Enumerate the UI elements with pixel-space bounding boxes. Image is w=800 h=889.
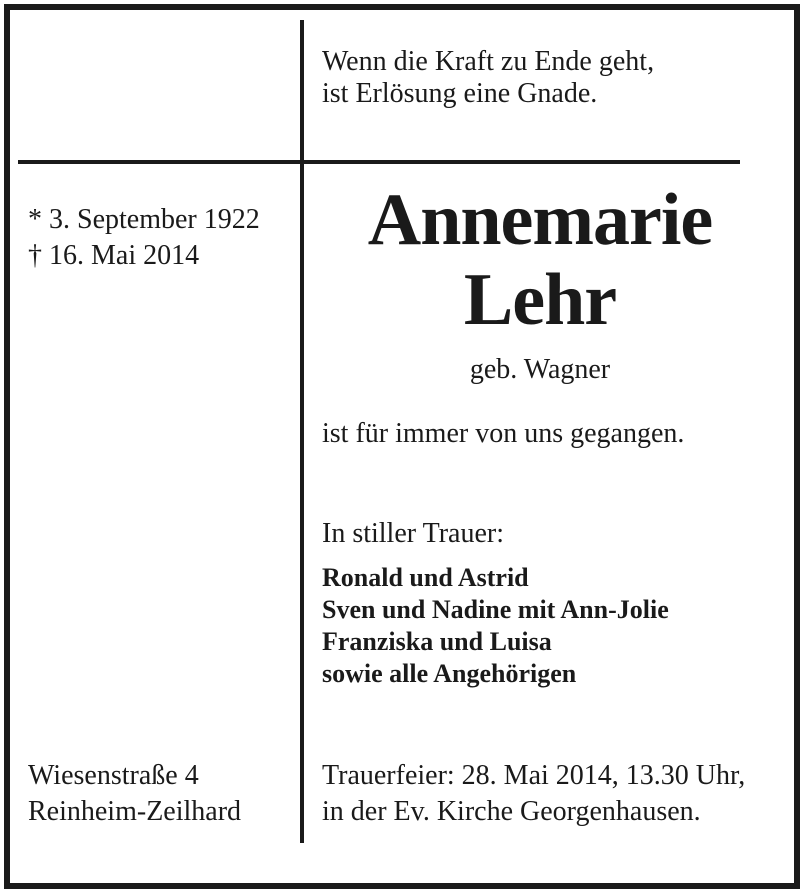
- mourner-name: sowie alle Angehörigen: [322, 659, 577, 688]
- mourner-name: Franziska und Luisa: [322, 627, 552, 656]
- deceased-last-name: Lehr: [463, 259, 617, 341]
- mourning-heading: In stiller Trauer:: [322, 518, 504, 549]
- birth-date: * 3. September 1922: [28, 204, 260, 235]
- address-street: Wiesenstraße 4: [28, 760, 199, 791]
- passing-message: ist für immer von uns gegangen.: [322, 418, 685, 449]
- cross-horizontal-line: [18, 160, 740, 164]
- cross-vertical-line: [300, 20, 304, 843]
- motto-line-2: ist Erlösung eine Gnade.: [322, 78, 598, 109]
- deceased-first-name: Annemarie: [367, 179, 713, 261]
- motto-line-1: Wenn die Kraft zu Ende geht,: [322, 46, 655, 77]
- death-date: † 16. Mai 2014: [28, 240, 200, 271]
- mourner-name: Sven und Nadine mit Ann-Jolie: [322, 595, 669, 624]
- funeral-info-line-2: in der Ev. Kirche Georgenhausen.: [322, 796, 701, 827]
- address-city: Reinheim-Zeilhard: [28, 796, 242, 827]
- maiden-name: geb. Wagner: [469, 354, 611, 385]
- funeral-info-line-1: Trauerfeier: 28. Mai 2014, 13.30 Uhr,: [322, 760, 746, 791]
- mourner-name: Ronald und Astrid: [322, 563, 529, 592]
